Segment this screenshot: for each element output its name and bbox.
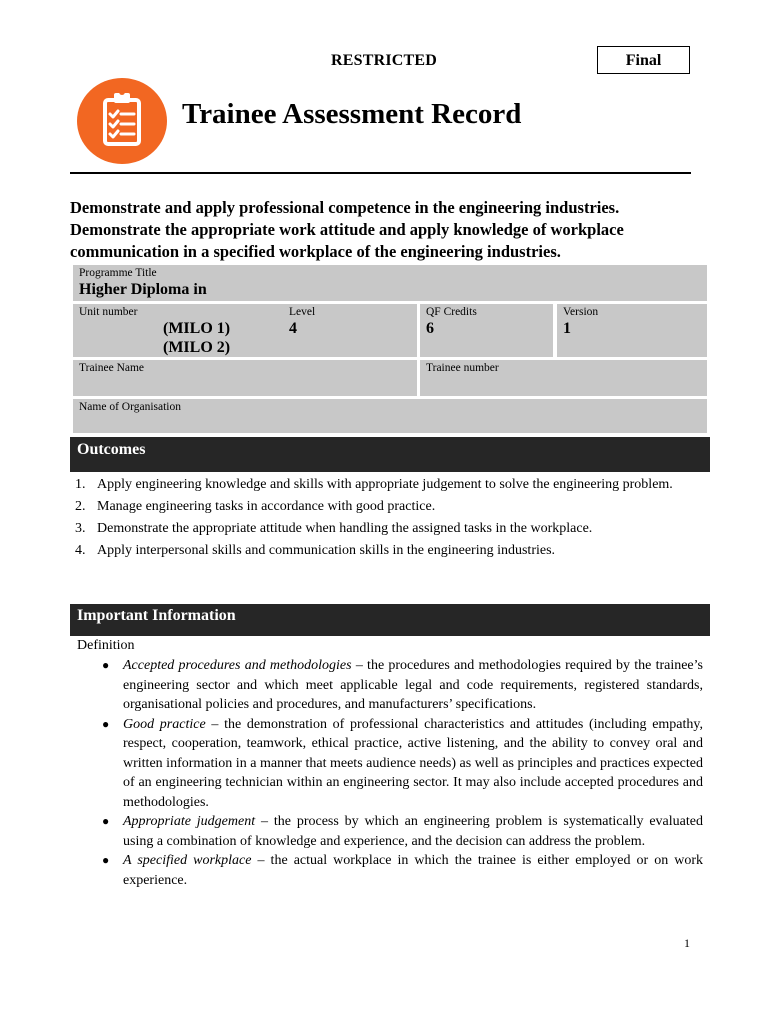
item-text: Apply interpersonal skills and communication skills in the engineering industries. xyxy=(97,543,556,558)
unit-description xyxy=(70,197,710,263)
field-label: Trainee number xyxy=(426,362,499,374)
definition-term: Accepted procedures and methodologies xyxy=(123,658,352,673)
unit-number-value: (MILO 2) xyxy=(163,339,231,356)
definition-term: Appropriate judgement xyxy=(123,814,256,829)
field-label: Programme Title xyxy=(79,267,157,279)
outcomes-heading: Outcomes xyxy=(70,437,710,472)
description-line: Demonstrate the appropriate work attitude and apply knowledge of workplace xyxy=(70,220,624,239)
bullet-icon: ● xyxy=(102,716,110,731)
field-label: Version xyxy=(563,306,599,318)
trainee-number-field[interactable] xyxy=(420,360,707,396)
item-number: 4. xyxy=(75,543,86,558)
version-field[interactable] xyxy=(557,304,707,357)
title-divider xyxy=(70,172,691,174)
field-label: QF Credits xyxy=(426,306,477,318)
definition-label: Definition xyxy=(77,638,135,653)
clipboard-checklist-icon xyxy=(77,78,167,164)
field-label: Unit number xyxy=(79,306,138,318)
status-box: Final xyxy=(597,46,690,74)
field-label: Trainee Name xyxy=(79,362,145,374)
important-information-heading: Important Information xyxy=(70,604,710,636)
page-number: 1 xyxy=(684,936,690,950)
field-value xyxy=(163,319,230,357)
qf-credits-field[interactable] xyxy=(420,304,553,357)
field-value: 4 xyxy=(289,320,297,337)
trainee-name-field[interactable] xyxy=(73,360,417,396)
level-field[interactable] xyxy=(283,304,417,357)
definition-text: – the procedures and methodologies required by the trainee’s engineering sector and which meet applicable legal and code requirements, registered standards, organisational policies and procedures, and manufacturers’ specifications. xyxy=(123,658,703,712)
outcomes-list xyxy=(70,474,703,562)
item-number: 3. xyxy=(75,521,86,536)
definition-text: – the demonstration of professional characteristics and attitudes (including empathy, respect, cooperation, teamwork, ethical practice, active listening, and the ability to convey oral and written information in a manner that meets audience needs) as well as principles and practices expected of an engineering technician within an engineering sector. It may also include accepted procedures and methodologies. xyxy=(123,716,704,810)
item-text: Manage engineering tasks in accordance with good practice. xyxy=(97,499,436,514)
item-text: Demonstrate the appropriate attitude when handling the assigned tasks in the workplace. xyxy=(97,521,593,536)
programme-title-field[interactable] xyxy=(73,265,707,301)
list-item xyxy=(70,496,703,518)
list-item xyxy=(70,518,703,540)
item-number: 1. xyxy=(75,477,86,492)
definitions-list xyxy=(102,656,704,890)
definition-text: – the actual workplace in which the trainee is either employed or on work experience. xyxy=(123,853,704,888)
definition-text: – the process by which an engineering problem is systematically evaluated using a combination of knowledge and experience, and the decision can address the problem. xyxy=(123,814,703,849)
unit-number-value: (MILO 1) xyxy=(163,320,231,337)
definition-term: A specified workplace xyxy=(123,853,252,868)
item-number: 2. xyxy=(75,499,86,514)
bullet-icon: ● xyxy=(102,658,110,672)
classification-label: RESTRICTED xyxy=(330,52,438,69)
bullet-icon: ● xyxy=(102,853,110,867)
list-item xyxy=(102,656,703,715)
description-line: communication in a specified workplace of the engineering industries. xyxy=(70,242,561,261)
list-item xyxy=(102,715,704,813)
field-value: Higher Diploma in xyxy=(79,281,207,298)
field-label: Level xyxy=(289,306,316,318)
bullet-icon: ● xyxy=(102,814,110,828)
description-line: Demonstrate and apply professional competence in the engineering industries. xyxy=(70,198,620,217)
organisation-field[interactable] xyxy=(73,399,707,433)
field-value: 6 xyxy=(426,320,434,337)
item-text: Apply engineering knowledge and skills with appropriate judgement to solve the engineering problem. xyxy=(97,477,673,492)
list-item xyxy=(102,851,704,890)
list-item xyxy=(70,540,703,562)
field-value: 1 xyxy=(563,320,571,337)
definition-term: Good practice xyxy=(123,716,206,732)
list-item xyxy=(102,812,703,851)
page-title: Trainee Assessment Record xyxy=(182,98,522,130)
field-label: Name of Organisation xyxy=(79,401,181,413)
list-item xyxy=(70,474,703,496)
